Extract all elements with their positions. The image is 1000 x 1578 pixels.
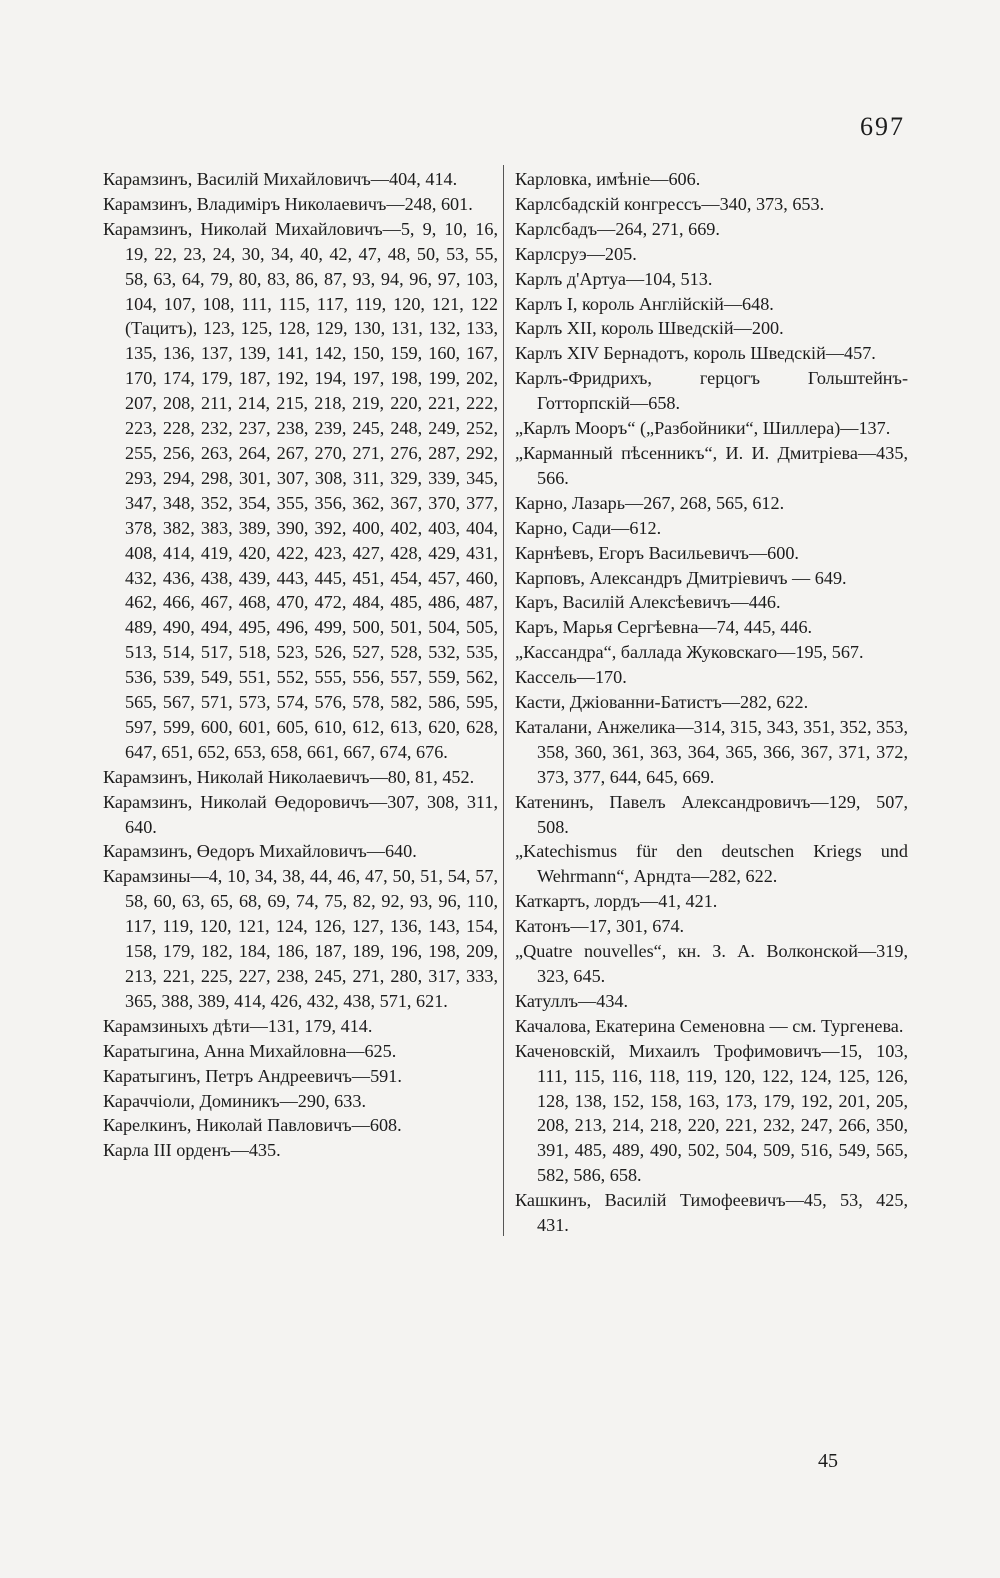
index-entry: Каченовскій, Михаилъ Трофимовичъ—15, 103, 111, 115, 116, 118, 119, 120, 122, 124, 125, 126, 128, 138, 152, 158, 163, 173, 179, 192, 201, 205, 208, 213, 214, 218, 220, 221, 232, 247, 266, 350, 391, 485, 489, 490, 502, 504, 509, 516, 549, 565, 582, 586, 658.	[515, 1040, 908, 1186]
index-entry: Каръ, Марья Сергѣевна—74, 445, 446.	[515, 617, 813, 638]
index-entry: Карла III орденъ—435.	[103, 1140, 281, 1161]
index-entry: Карлъ д'Артуа—104, 513.	[515, 268, 713, 289]
index-entry: Карлъ I, король Англійскій—648.	[515, 293, 774, 314]
index-entry: „Карлъ Мооръ“ („Разбойники“, Шиллера)—137.	[515, 418, 891, 439]
index-entry: Карно, Сади—612.	[515, 517, 662, 538]
index-entry: Карповъ, Александръ Дмитріевичъ — 649.	[515, 567, 847, 588]
index-entry: Карамзинъ, Николай Өедоровичъ—307, 308, 311, 640.	[103, 791, 498, 837]
index-entry: Каратыгина, Анна Михайловна—625.	[103, 1040, 397, 1061]
index-entry: Карлъ XIV Бернадотъ, король Шведскій—457.	[515, 343, 876, 364]
index-entry: „Quatre nouvelles“, кн. З. А. Волконской—319, 323, 645.	[515, 941, 908, 986]
index-entry: Каръ, Василій Алексѣевичъ—446.	[515, 592, 781, 613]
signature-mark: 45	[818, 1450, 838, 1472]
index-entry: Карамзины—4, 10, 34, 38, 44, 46, 47, 50, 51, 54, 57, 58, 60, 63, 65, 68, 69, 74, 75, 82, 92, 93, 96, 110, 117, 119, 120, 121, 124, 126, 127, 136, 143, 154, 158, 179, 182, 184, 186, 187, 189, 196, 198, 209, 213, 221, 225, 227, 238, 245, 271, 280, 317, 333, 365, 388, 389, 414, 426, 432, 438, 571, 621.	[103, 866, 498, 1011]
page-number: 697	[860, 112, 905, 141]
index-entry: Карнѣевъ, Егоръ Васильевичъ—600.	[515, 542, 799, 563]
index-entry: „Кассандра“, баллада Жуковскаго—195, 567.	[515, 642, 864, 663]
index-column-right	[515, 167, 908, 1238]
index-entry: Катенинъ, Павелъ Александровичъ—129, 507, 508.	[515, 791, 908, 837]
index-entry: Карлъ-Фридрихъ, герцогъ Гольштейнъ-Готторпскій—658.	[515, 368, 908, 414]
index-entry: Карлсбадъ—264, 271, 669.	[515, 218, 720, 239]
index-entry: Карлсруэ—205.	[515, 243, 637, 264]
index-entry: Касти, Джіованни-Батистъ—282, 622.	[515, 692, 809, 713]
index-entry: Катонъ—17, 301, 674.	[515, 916, 685, 937]
index-entry: Кашкинъ, Василій Тимофеевичъ—45, 53, 425, 431.	[515, 1190, 908, 1236]
index-entry: Карамзинъ, Николай Николаевичъ—80, 81, 452.	[103, 766, 475, 787]
index-entry: Карамзинъ, Владиміръ Николаевичъ—248, 601.	[103, 193, 473, 214]
index-entry: Караччіоли, Доминикъ—290, 633.	[103, 1090, 366, 1111]
index-column-left	[103, 167, 498, 1163]
index-entry: „Карманный пѣсенникъ“, И. И. Дмитріева—435, 566.	[515, 442, 908, 488]
index-entry: Карамзиныхъ дѣти—131, 179, 414.	[103, 1015, 373, 1036]
index-entry: „Katechismus für den deutschen Kriegs und Wehrmann“, Арндта—282, 622.	[515, 841, 908, 887]
index-entry: Карамзинъ, Өедоръ Михайловичъ—640.	[103, 841, 417, 862]
index-entry: Карловка, имѣніе—606.	[515, 169, 701, 189]
index-entry: Карно, Лазарь—267, 268, 565, 612.	[515, 492, 785, 513]
index-entry: Катуллъ—434.	[515, 990, 629, 1011]
index-entry: Карелкинъ, Николай Павловичъ—608.	[103, 1115, 402, 1136]
index-entry: Карлсбадскій конгрессъ—340, 373, 653.	[515, 193, 825, 214]
index-entry: Каткартъ, лордъ—41, 421.	[515, 891, 718, 912]
index-entry: Карамзинъ, Николай Михайловичъ—5, 9, 10, 16, 19, 22, 23, 24, 30, 34, 40, 42, 47, 48, 50, 53, 55, 58, 63, 64, 79, 80, 83, 86, 87, 93, 94, 96, 97, 103, 104, 107, 108, 111, 115, 117, 119, 120, 121, 122 (Тацитъ), 123, 125, 128, 129, 130, 131, 132, 133, 135, 136, 137, 139, 141, 142, 150, 159, 160, 167, 170, 174, 179, 187, 192, 194, 197, 198, 199, 202, 207, 208, 211, 214, 215, 218, 219, 220, 221, 222, 223, 228, 232, 237, 238, 239, 245, 248, 249, 252, 255, 256, 263, 264, 267, 270, 271, 276, 287, 292, 293, 294, 298, 301, 307, 308, 311, 329, 339, 345, 347, 348, 352, 354, 355, 356, 362, 367, 370, 377, 378, 382, 383, 389, 390, 392, 400, 402, 403, 404, 408, 414, 419, 420, 422, 423, 427, 428, 429, 431, 432, 436, 438, 439, 443, 445, 451, 454, 457, 460, 462, 466, 467, 468, 470, 472, 484, 485, 486, 487, 489, 490, 494, 495, 496, 499, 500, 501, 504, 505, 513, 514, 517, 518, 523, 526, 527, 528, 532, 535, 536, 539, 549, 551, 552, 555, 556, 557, 559, 562, 565, 567, 571, 573, 574, 576, 578, 582, 586, 595, 597, 599, 600, 601, 605, 610, 612, 613, 620, 628, 647, 651, 652, 653, 658, 661, 667, 674, 676.	[103, 218, 498, 762]
index-entry: Карамзинъ, Василій Михайловичъ—404, 414.	[103, 169, 458, 189]
column-divider	[503, 165, 504, 1236]
index-entry: Качалова, Екатерина Семеновна — см. Тургенева.	[515, 1015, 904, 1036]
index-entry: Карлъ XII, король Шведскій—200.	[515, 318, 784, 339]
index-entry: Кассель—170.	[515, 667, 627, 688]
index-entry: Каталани, Анжелика—314, 315, 343, 351, 352, 353, 358, 360, 361, 363, 364, 365, 366, 367, 371, 372, 373, 377, 644, 645, 669.	[515, 716, 908, 787]
index-entry: Каратыгинъ, Петръ Андреевичъ—591.	[103, 1065, 402, 1086]
